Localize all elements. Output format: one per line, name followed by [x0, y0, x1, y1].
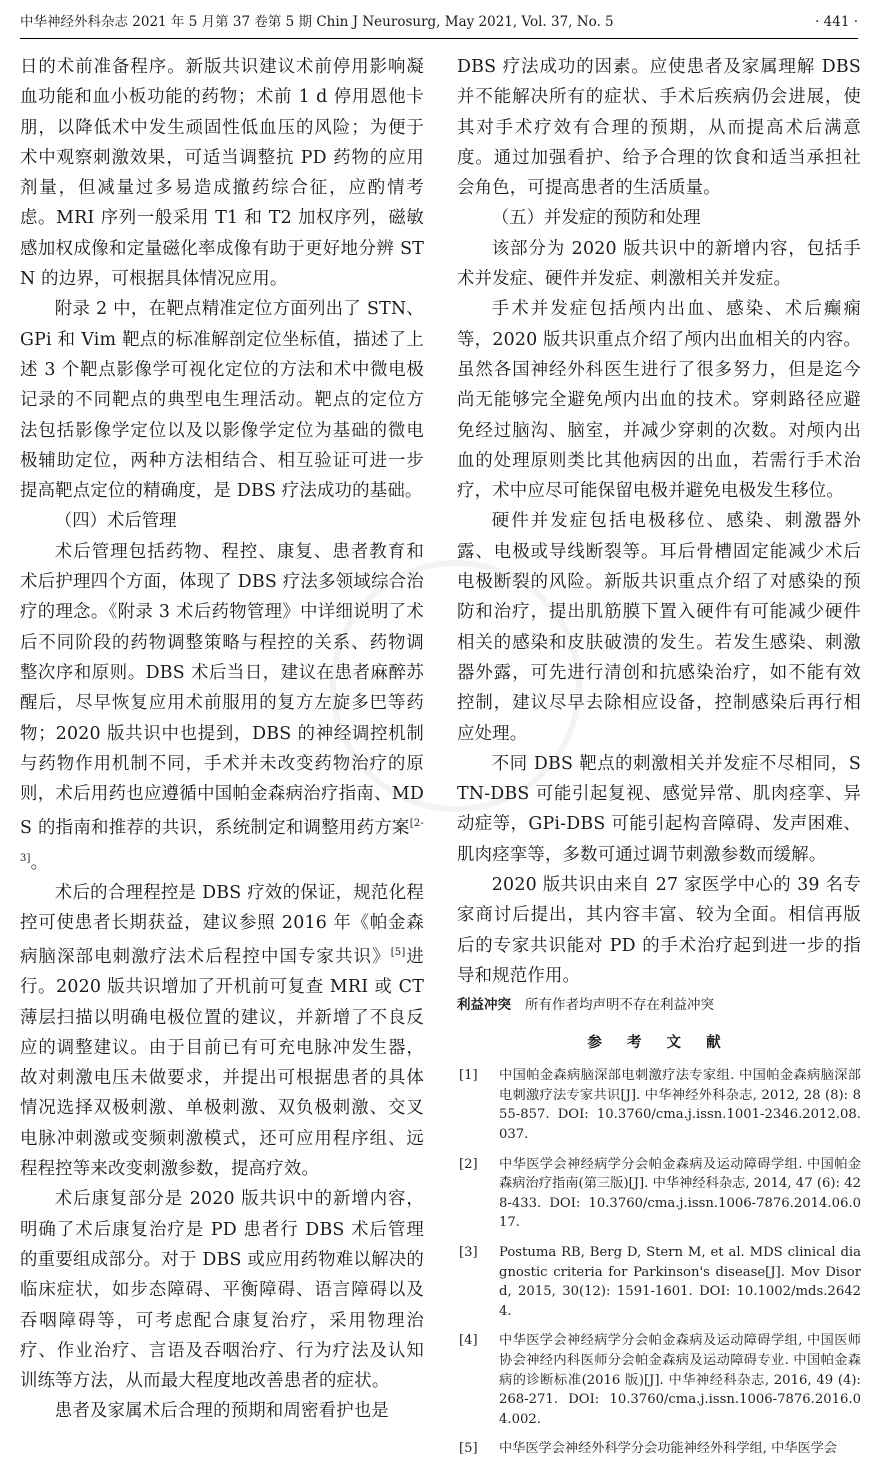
coi-text: 所有作者均声明不存在利益冲突 — [525, 997, 714, 1014]
reference-text: 中华医学会神经病学分会帕金森病及运动障碍学组, 中国医师协会神经内科医师分会帕金森病及运动障碍专业. 中国帕金森病的诊断标准(2016 版)[J]. 中华神经科杂志, 2016, 49 (4): 268-271. DOI: 10.3760/cma.j.issn.1006-7876.2016.04.002. — [499, 1333, 861, 1427]
paragraph: 术后的合理程控是 DBS 疗效的保证，规范化程控可使患者长期获益，建议参照 2016 年《帕金森病脑深部电刺激疗法术后程控中国专家共识》[5]进行。2020 版共识增加了开机前可复查 MRI 或 CT 薄层扫描以明确电极位置的建议，并新增了不良反应的调整建议。由于目前已有可充电脉冲发生器，故对刺激电压未做要求，并提出可根据患者的具体情况选择双极刺激、单极刺激、双负极刺激、交叉电脉冲刺激或变频刺激模式，还可应用程序组、远程程控等来改变刺激参数，提高疗效。 — [20, 882, 424, 1180]
paragraph: 手术并发症包括颅内出血、感染、术后癫痫等，2020 版共识重点介绍了颅内出血相关的内容。虽然各国神经外科医生进行了很多努力，但是迄今尚无能够完全避免颅内出血的技术。穿刺路径应避免经过脑沟、脑室，并减少穿刺的次数。对颅内出血的处理原则类比其他病因的出血，若需行手术治疗，术中应尽可能保留电极并避免电极发生移位。 — [457, 299, 861, 502]
reference-number: [5] — [459, 1441, 478, 1457]
reference-number: [4] — [459, 1333, 478, 1349]
paragraph: 该部分为 2020 版共识中的新增内容，包括手术并发症、硬件并发症、刺激相关并发症。 — [457, 238, 861, 290]
reference-text: 中国帕金森病脑深部电刺激疗法专家组. 中国帕金森病脑深部电刺激疗法专家共识[J]. 中华神经外科杂志, 2012, 28 (8): 855-857. DOI: 10.3760/cma.j.issn.1001-2346.2012.08.037. — [499, 1068, 861, 1142]
reference-number: [1] — [459, 1068, 478, 1084]
running-header — [20, 10, 858, 34]
references-heading: 参 考 文 献 — [587, 1035, 731, 1052]
reference-list — [457, 1066, 861, 1459]
paragraph: DBS 疗法成功的因素。应使患者及家属理解 DBS 并不能解决所有的症状、手术后疾病仍会进展，使其对手术疗效有合理的预期，从而提高术后满意度。通过加强看护、给予合理的饮食和适当承担社会角色，可提高患者的生活质量。 — [457, 57, 861, 199]
citation[interactable]: [2-3] — [20, 818, 424, 864]
reference-item — [457, 1155, 861, 1233]
reference-number: [2] — [459, 1156, 478, 1172]
left-column — [20, 52, 424, 1427]
reference-text: 中华医学会神经外科学分会功能神经外科学组, 中华医学会 — [499, 1441, 838, 1457]
paragraph: 术后康复部分是 2020 版共识中的新增内容，明确了术后康复治疗是 PD 患者行 DBS 术后管理的重要组成部分。对于 DBS 或应用药物难以解决的临床症状，如步态障碍、平衡障碍、语言障碍以及吞咽障碍等，可考虑配合康复治疗，采用物理治疗、作业治疗、言语及吞咽治疗、行为疗法及认知训练等方法，从而最大程度地改善患者的症状。 — [20, 1189, 424, 1392]
reference-text: Postuma RB, Berg D, Stern M, et al. MDS clinical diagnostic criteria for Parkinson's disease[J]. Mov Disord, 2015, 30(12): 1591-1601. DOI: 10.1002/mds.26424. — [499, 1244, 861, 1319]
paragraph: 不同 DBS 靶点的刺激相关并发症不尽相同，STN-DBS 可能引起复视、感觉异常、肌肉痉挛、异动症等，GPi-DBS 可能引起构音障碍、发声困难、肌肉痉挛等，多数可通过调节刺激参数而缓解。 — [457, 753, 861, 865]
journal-citation: 中华神经外科杂志 2021 年 5 月第 37 卷第 5 期 Chin J Neurosurg, May 2021, Vol. 37, No. 5 — [20, 14, 614, 30]
coi-label: 利益冲突 — [457, 997, 511, 1014]
section-heading: （四）术后管理 — [54, 511, 177, 532]
conflict-of-interest — [457, 993, 861, 1017]
reference-item — [457, 1066, 861, 1144]
reference-number: [3] — [459, 1244, 478, 1260]
header-rule — [20, 38, 858, 39]
reference-item — [457, 1439, 861, 1459]
paragraph: 硬件并发症包括电极移位、感染、刺激器外露、电极或导线断裂等。耳后骨槽固定能减少术后电极断裂的风险。新版共识重点介绍了对感染的预防和治疗，提出肌筋膜下置入硬件有可能减少硬件相关的感染和皮肤破溃的发生。若发生感染、刺激器外露，可先进行清创和抗感染治疗，如不能有效控制，建议尽早去除相应设备，控制感染后再行相应处理。 — [457, 511, 861, 744]
paragraph: 术后管理包括药物、程控、康复、患者教育和术后护理四个方面，体现了 DBS 疗法多领域综合治疗的理念。《附录 3 术后药物管理》中详细说明了术后不同阶段的药物调整策略与程控的关系、药物调整次序和原则。DBS 术后当日，建议在患者麻醉苏醒后，尽早恢复应用术前服用的复方左旋多巴等药物；2020 版共识中也提到，DBS 的神经调控机制与药物作用机制不同，手术并未改变药物治疗的原则，术后用药也应遵循中国帕金森病治疗指南、MDS 的指南和推荐的共识，系统制定和调整用药方案[2-3]。 — [20, 541, 424, 873]
paragraph: 日的术前准备程序。新版共识建议术前停用影响凝血功能和血小板功能的药物；术前 1 d 停用恩他卡朋，以降低术中发生顽固性低血压的风险；为便于术中观察刺激效果，可适当调整抗 PD 药物的应用剂量，但减量过多易造成撤药综合征，应酌情考虑。MRI 序列一般采用 T1 和 T2 加权序列，磁敏感加权成像和定量磁化率成像有助于更好地分辨 STN 的边界，可根据具体情况应用。 — [20, 57, 424, 290]
reference-item — [457, 1243, 861, 1321]
paragraph: 附录 2 中，在靶点精准定位方面列出了 STN、GPi 和 Vim 靶点的标准解剖定位坐标值，描述了上述 3 个靶点影像学可视化定位的方法和术中微电极记录的不同靶点的典型电生理活动。靶点的定位方法包括影像学定位以及以影像学定位为基础的微电极辅助定位，两种方法相结合、相互验证可进一步提高靶点定位的精确度，是 DBS 疗法成功的基础。 — [20, 299, 424, 502]
reference-text: 中华医学会神经病学分会帕金森病及运动障碍学组. 中国帕金森病治疗指南(第三版)[J]. 中华神经科杂志, 2014, 47 (6): 428-433. DOI: 10.3760/cma.j.issn.1006-7876.2014.06.017. — [499, 1156, 861, 1231]
reference-item — [457, 1331, 861, 1429]
section-heading: （五）并发症的预防和处理 — [491, 208, 701, 229]
citation[interactable]: [5] — [390, 947, 406, 959]
right-column — [457, 52, 861, 1469]
paragraph: 2020 版共识由来自 27 家医学中心的 39 名专家商讨后提出，其内容丰富、较为全面。相信再版后的专家共识能对 PD 的手术治疗起到进一步的指导和规范作用。 — [457, 875, 861, 986]
page-number: · 441 · — [815, 14, 858, 30]
paragraph: 患者及家属术后合理的预期和周密看护也是 — [54, 1401, 390, 1422]
